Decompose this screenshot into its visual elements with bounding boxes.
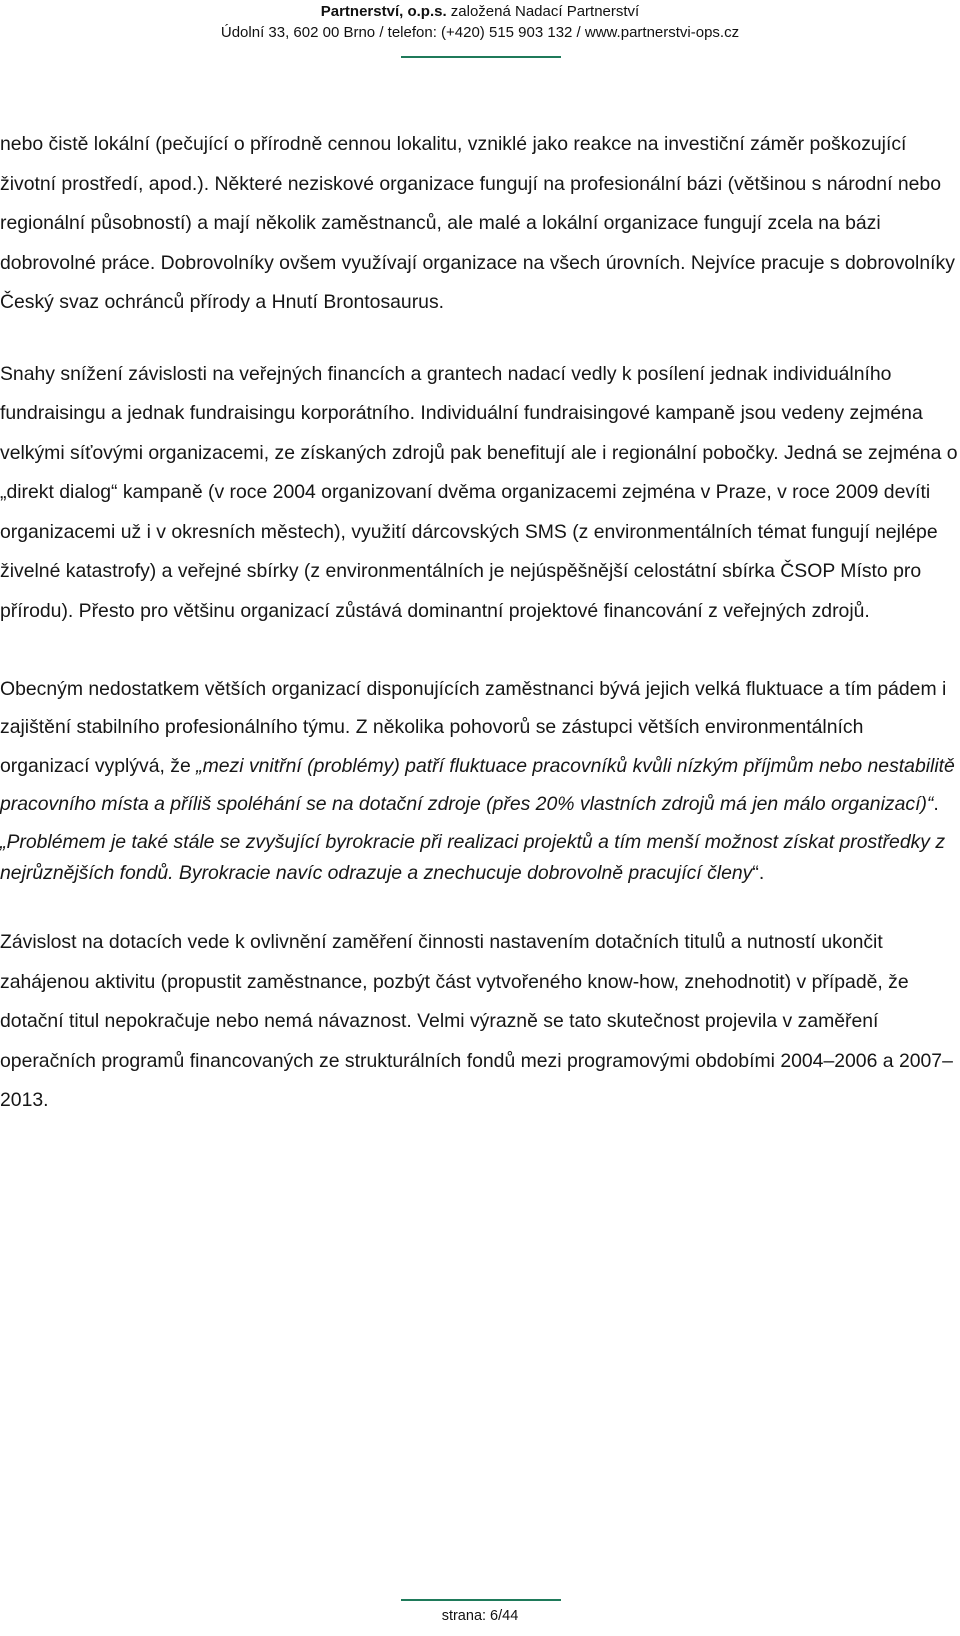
paragraph-1: nebo čistě lokální (pečující o přírodně cennou lokalitu, vzniklé jako reakce na investiční záměr poškozující životní prostředí, apod.). Některé neziskové organizace fungují na profesionální bázi (většinou s národní nebo regionální působností) a mají několik zaměstnanců, ale malé a lokální organizace fungují zcela na bázi dobrovolné práce. Dobrovolníky ovšem využívají organizace na všech úrovních. Nejvíce pracuje s dobrovolníky Český svaz ochránců přírody a Hnutí Brontosaurus. <box>0 133 955 313</box>
header-org-name: Partnerství, o.p.s. <box>320 3 447 20</box>
paragraph-3-intro: Obecným nedostatkem větších organizací disponujících zaměstnanci bývá jejich velká fluktuace a tím pádem i zajištění stabilního profesionálního týmu. Z několika pohovorů se zástupci větších environmentálních organizací vyplývá, že <box>0 677 947 777</box>
page-content <box>0 125 958 1121</box>
header-org-line <box>0 1 960 22</box>
paragraph-3-quote-2: „Problémem je také stále se zvyšující byrokracie při realizaci projektů a tím menší možnost získat prostředky z nejrůznějších fondů. Byrokracie navíc odrazuje a znechucuje dobrovolně pracující členy <box>0 831 946 885</box>
paragraph-3-quote-2-end: “. <box>752 862 765 885</box>
paragraph-2: Snahy snížení závislosti na veřejných financích a grantech nadací vedly k posílení jednak individuálního fundraisingu a jednak fundraisingu korporátního. Individuální fundraisingové kampaně jsou vedeny zejména velkými síťovými organizacemi, ze získaných zdrojů pak benefitují ale i regionální pobočky. Jedná se zejména o „direkt dialog“ kampaně (v roce 2004 organizovaní dvěma organizacemi zejména v Praze, v roce 2009 devíti organizacemi už i v okresních městech), využití dárcovských SMS (z environmentálních témat fungují nejlépe živelné katastrofy) a veřejné sbírky (z environmentálních je nejúspěšnější celostátní sbírka ČSOP Místo pro přírodu). Přesto pro většinu organizací zůstává dominantní projektové financování z veřejných zdrojů. <box>0 362 958 623</box>
header-address: Údolní 33, 602 00 Brno / telefon: (+420) 515 903 132 / www.partnerstvi-ops.cz <box>220 24 740 41</box>
paragraph-3 <box>0 670 958 889</box>
page-number: strana: 6/44 <box>441 1608 519 1624</box>
paragraph-3-quote-1: „mezi vnitřní (problémy) patří fluktuace pracovníků kvůli nízkým příjmům nebo nestabilitě pracovního místa a příliš spoléhání se na dotační zdroje (přes 20% vlastních zdrojů má jen málo organizací)“ <box>0 754 955 816</box>
footer-divider <box>401 1599 561 1601</box>
paragraph-4: Závislost na dotacích vede k ovlivnění zaměření činnosti nastavením dotačních titulů a nutností ukončit zahájenou aktivitu (propustit zaměstnance, pozbýt část vytvořeného know-how, znehodnotit) v případě, že dotační titul nepokračuje nebo nemá návaznost. Velmi výrazně se tato skutečnost projevila v zaměření operačních programů financovaných ze strukturálních fondů mezi programovými obdobími 2004–2006 a 2007–2013. <box>0 931 953 1112</box>
paragraph-3-period: . <box>933 793 939 816</box>
header-divider <box>401 56 561 58</box>
page-header <box>0 0 960 43</box>
paragraph-3-quote-2-block <box>0 827 958 889</box>
header-org-suffix: založená Nadací Partnerství <box>446 3 640 20</box>
